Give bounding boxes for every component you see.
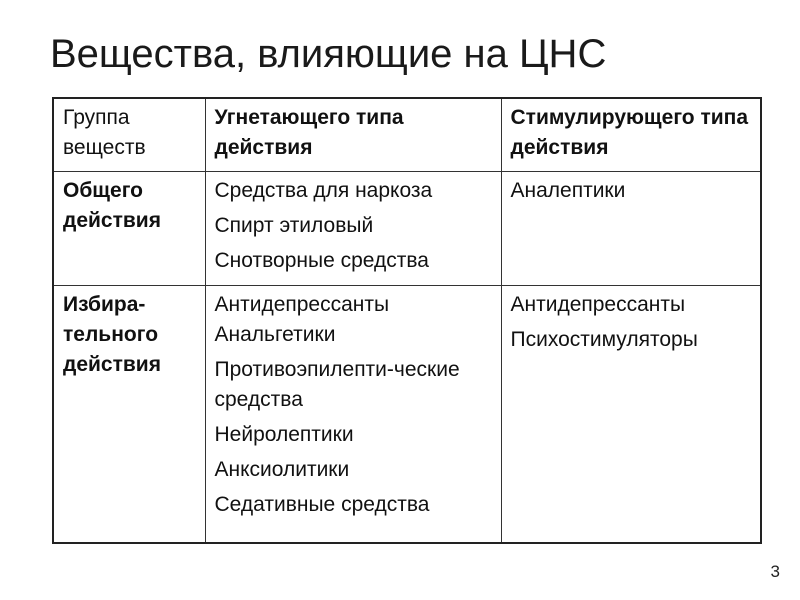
list-item: Седативные средства — [214, 493, 430, 516]
list-item: Спирт этиловый — [214, 214, 374, 237]
list-item: Противоэпилепти-ческие средства — [214, 358, 460, 411]
header-cell-depressant — [205, 98, 501, 172]
header-cell-stimulant — [501, 98, 761, 172]
header-stimulant-label: Стимулирующего типа действия — [510, 106, 749, 159]
row-general-group-label: Общего действия — [63, 179, 161, 232]
row-selective-depressant-cell — [205, 286, 501, 544]
table-row-general — [53, 172, 761, 286]
list-item: Антидепрессанты — [214, 293, 390, 316]
table-row-selective — [53, 286, 761, 544]
table-header-row — [53, 98, 761, 172]
row-selective-group-label: Избира-тельного действия — [63, 293, 161, 376]
row-general-depressant-cell — [205, 172, 501, 286]
list-item: Анксиолитики — [214, 458, 350, 481]
list-item: Психостимуляторы — [510, 328, 698, 351]
list-item: Анальгетики — [214, 323, 336, 346]
header-group-label: Группа веществ — [63, 106, 146, 159]
list-item: Снотворные средства — [214, 249, 429, 272]
list-item: Средства для наркоза — [214, 179, 433, 202]
list-item: Антидепрессанты — [510, 293, 686, 316]
slide-title: Вещества, влияющие на ЦНС — [50, 32, 607, 76]
page-number: 3 — [770, 562, 780, 581]
row-general-stimulant-cell — [501, 172, 761, 286]
row-general-group-cell — [53, 172, 205, 286]
row-selective-group-cell — [53, 286, 205, 544]
header-cell-group — [53, 98, 205, 172]
list-item: Аналептики — [510, 179, 626, 202]
header-depressant-label: Угнетающего типа действия — [214, 106, 404, 159]
list-item: Нейролептики — [214, 423, 354, 446]
row-selective-stimulant-cell — [501, 286, 761, 544]
cns-drug-classification-table — [52, 97, 762, 544]
